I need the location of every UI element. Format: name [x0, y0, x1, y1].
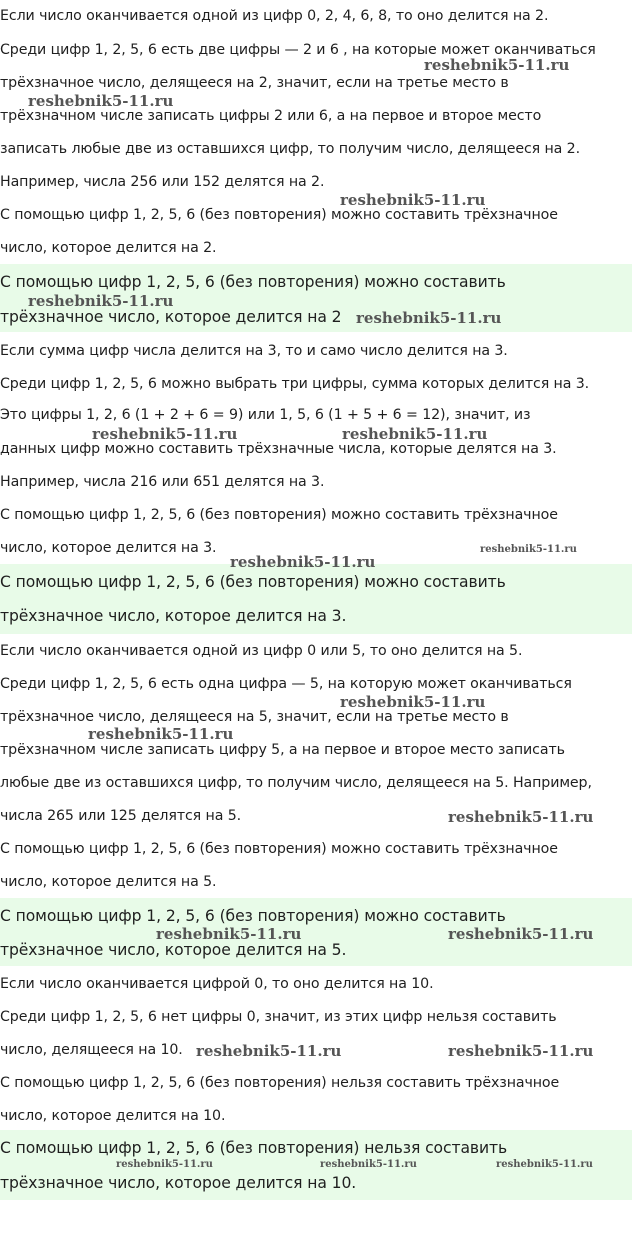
answer-line: С помощью цифр 1, 2, 5, 6 (без повторения) можно составить: [0, 573, 506, 591]
text-line: Например, числа 256 или 152 делятся на 2.: [0, 174, 325, 190]
answer-line: трёхзначное число, которое делится на 2: [0, 308, 342, 326]
text-line: Если сумма цифр числа делится на 3, то и само число делится на 3.: [0, 343, 508, 359]
watermark: reshebnik5-11.ru: [424, 56, 570, 74]
text-line: Среди цифр 1, 2, 5, 6 есть две цифры — 2 и 6 , на которые может оканчиваться: [0, 42, 596, 58]
answer-line: трёхзначное число, которое делится на 3.: [0, 607, 347, 625]
watermark: reshebnik5-11.ru: [28, 292, 174, 310]
text-line: Среди цифр 1, 2, 5, 6 есть одна цифра — 5, на которую может оканчиваться: [0, 676, 572, 692]
watermark: reshebnik5-11.ru: [196, 1042, 342, 1060]
text-line: Это цифры 1, 2, 6 (1 + 2 + 6 = 9) или 1, 5, 6 (1 + 5 + 6 = 12), значит, из: [0, 407, 531, 423]
watermark: reshebnik5-11.ru: [448, 808, 594, 826]
text-line: Если число оканчивается одной из цифр 0 или 5, то оно делится на 5.: [0, 643, 523, 659]
text-line: число, делящееся на 10.: [0, 1042, 183, 1058]
watermark: reshebnik5-11.ru: [92, 425, 238, 443]
watermark: reshebnik5-11.ru: [448, 1042, 594, 1060]
text-line: записать любые две из оставшихся цифр, то получим число, делящееся на 2.: [0, 141, 581, 157]
text-line: Если число оканчивается одной из цифр 0, 2, 4, 6, 8, то оно делится на 2.: [0, 8, 549, 24]
text-line: число, которое делится на 10.: [0, 1108, 226, 1124]
text-line: Среди цифр 1, 2, 5, 6 нет цифры 0, значит, из этих цифр нельзя составить: [0, 1009, 557, 1025]
watermark: reshebnik5-11.ru: [480, 544, 577, 555]
answer-line: трёхзначное число, которое делится на 5.: [0, 941, 347, 959]
text-line: С помощью цифр 1, 2, 5, 6 (без повторения) можно составить трёхзначное: [0, 841, 558, 857]
watermark: reshebnik5-11.ru: [88, 725, 234, 743]
watermark: reshebnik5-11.ru: [116, 1159, 213, 1170]
text-line: числа 265 или 125 делятся на 5.: [0, 808, 242, 824]
watermark: reshebnik5-11.ru: [28, 92, 174, 110]
text-line: С помощью цифр 1, 2, 5, 6 (без повторения) можно составить трёхзначное: [0, 207, 558, 223]
watermark: reshebnik5-11.ru: [230, 553, 376, 571]
text-line: Среди цифр 1, 2, 5, 6 можно выбрать три цифры, сумма которых делится на 3.: [0, 376, 590, 392]
text-line: трёхзначное число, делящееся на 5, значит, если на третье место в: [0, 709, 509, 725]
watermark: reshebnik5-11.ru: [356, 309, 502, 327]
watermark: reshebnik5-11.ru: [156, 925, 302, 943]
answer-line: С помощью цифр 1, 2, 5, 6 (без повторения) можно составить: [0, 907, 506, 925]
watermark: reshebnik5-11.ru: [320, 1159, 417, 1170]
answer-line: С помощью цифр 1, 2, 5, 6 (без повторения) нельзя составить: [0, 1139, 508, 1157]
text-line: число, которое делится на 2.: [0, 240, 217, 256]
watermark: reshebnik5-11.ru: [448, 925, 594, 943]
text-line: данных цифр можно составить трёхзначные числа, которые делятся на 3.: [0, 441, 557, 457]
text-line: трёхзначном числе записать цифру 5, а на первое и второе место записать: [0, 742, 565, 758]
text-line: Если число оканчивается цифрой 0, то оно делится на 10.: [0, 976, 434, 992]
text-line: число, которое делится на 5.: [0, 874, 217, 890]
watermark: reshebnik5-11.ru: [340, 191, 486, 209]
text-line: С помощью цифр 1, 2, 5, 6 (без повторения) можно составить трёхзначное: [0, 507, 558, 523]
watermark: reshebnik5-11.ru: [340, 693, 486, 711]
text-line: число, которое делится на 3.: [0, 540, 217, 556]
text-line: трёхзначное число, делящееся на 2, значит, если на третье место в: [0, 75, 509, 91]
answer-line: трёхзначное число, которое делится на 10.: [0, 1174, 357, 1192]
watermark: reshebnik5-11.ru: [496, 1159, 593, 1170]
answer-line: С помощью цифр 1, 2, 5, 6 (без повторения) можно составить: [0, 273, 506, 291]
text-line: трёхзначном числе записать цифры 2 или 6, а на первое и второе место: [0, 108, 542, 124]
text-line: С помощью цифр 1, 2, 5, 6 (без повторения) нельзя составить трёхзначное: [0, 1075, 560, 1091]
text-line: Например, числа 216 или 651 делятся на 3.: [0, 474, 325, 490]
text-line: любые две из оставшихся цифр, то получим число, делящееся на 5. Например,: [0, 775, 592, 791]
watermark: reshebnik5-11.ru: [342, 425, 488, 443]
